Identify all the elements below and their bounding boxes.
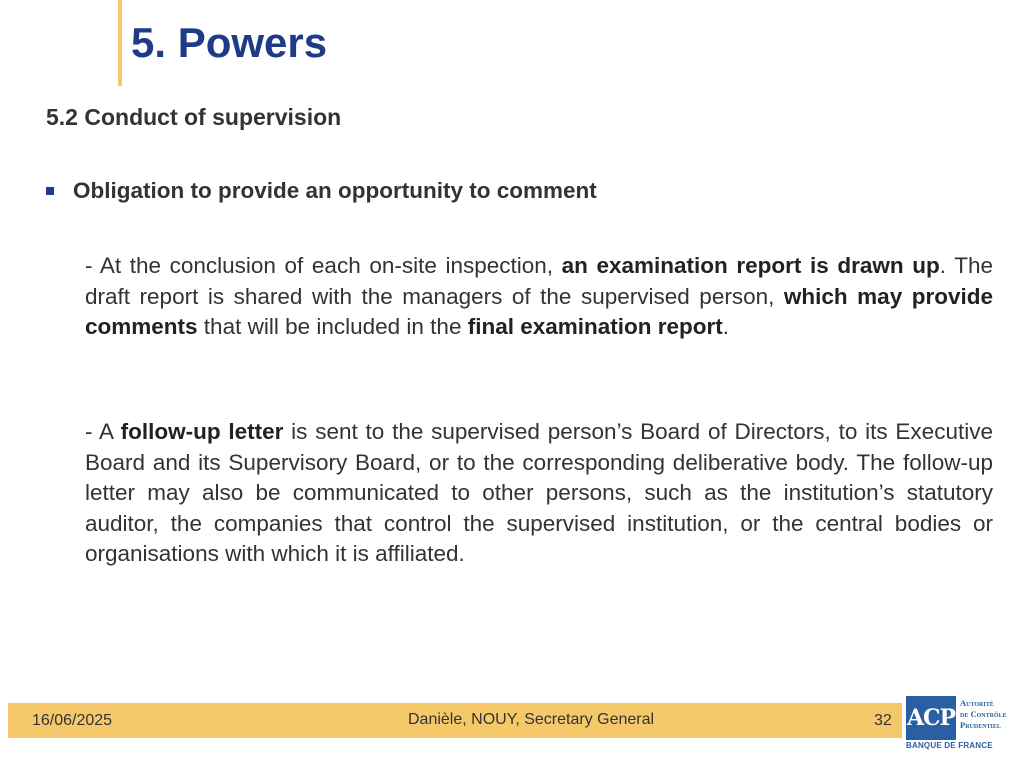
logo-text	[960, 698, 1007, 731]
text-run: . The draft report is shared with the managers of the supervised person,	[85, 253, 993, 309]
text-run: - At the conclusion of each on-site inspection,	[85, 253, 562, 278]
footer-author: Danièle, NOUY, Secretary General	[408, 711, 655, 728]
paragraph-examination-report	[85, 251, 993, 343]
logo-mark: ACP	[906, 696, 956, 740]
section-heading: 5.2 Conduct of supervision	[46, 104, 342, 130]
slide-title: 5. Powers	[131, 19, 328, 66]
bold-phrase: final examination report	[467, 314, 723, 339]
paragraph-follow-up-letter	[85, 417, 993, 570]
title-accent-bar	[118, 0, 122, 86]
logo-line-3: Prudentiel	[960, 720, 1001, 730]
bullet-item	[46, 178, 597, 204]
bullet-text: Obligation to provide an opportunity to comment	[73, 178, 597, 203]
acp-logo	[906, 696, 1016, 754]
footer-bar	[8, 703, 902, 738]
bold-phrase: follow-up letter	[120, 419, 284, 444]
logo-line-1: Autorité	[960, 698, 994, 708]
footer-date: 16/06/2025	[32, 712, 113, 729]
text-run: - A	[85, 419, 121, 444]
text-run: that will be included in the	[197, 314, 468, 339]
text-run: .	[722, 314, 730, 339]
logo-subtitle: BANQUE DE FRANCE	[906, 741, 993, 750]
bold-phrase: an examination report is drawn up	[561, 253, 940, 278]
logo-line-2: de Contrôle	[960, 709, 1007, 719]
bold-phrase: which may provide comments	[85, 283, 993, 339]
page-number: 32	[874, 712, 892, 729]
text-run: is sent to the supervised person’s Board of Directors, to its Executive Board and its Supervisory Board, or to the corresponding deliberative body. The follow-up letter may also be communicated to other persons, such as the institution’s statutory auditor, the companies that control the supervised institution, or the central bodies or organisations with which it is affiliated.	[85, 419, 993, 566]
square-bullet-icon	[46, 187, 54, 195]
